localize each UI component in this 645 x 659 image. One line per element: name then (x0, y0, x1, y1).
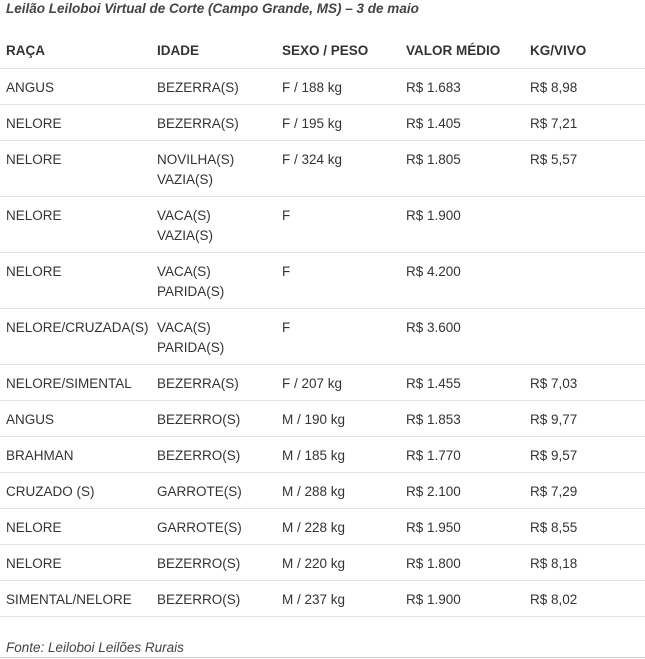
cell-kg-vivo: R$ 8,55 (524, 509, 645, 545)
cell-idade: BEZERRA(S) (151, 105, 276, 141)
cell-idade: VACA(S) PARIDA(S) (151, 253, 276, 309)
table-row (0, 401, 645, 437)
cell-valor-medio: R$ 4.200 (400, 253, 524, 309)
cell-kg-vivo: R$ 9,77 (524, 401, 645, 437)
table-row (0, 141, 645, 197)
cell-sexo-peso: F / 195 kg (276, 105, 400, 141)
cell-sexo-peso: M / 288 kg (276, 473, 400, 509)
cell-idade: VACA(S) VAZIA(S) (151, 197, 276, 253)
cell-sexo-peso: F (276, 309, 400, 365)
cell-idade: NOVILHA(S) VAZIA(S) (151, 141, 276, 197)
cell-raca: CRUZADO (S) (0, 473, 151, 509)
table-row (0, 69, 645, 105)
table-row (0, 105, 645, 141)
cell-valor-medio: R$ 1.683 (400, 69, 524, 105)
auction-results-table (0, 33, 645, 617)
cell-valor-medio: R$ 1.455 (400, 365, 524, 401)
cell-valor-medio: R$ 1.853 (400, 401, 524, 437)
cell-sexo-peso: M / 228 kg (276, 509, 400, 545)
cell-kg-vivo (524, 309, 645, 365)
cell-sexo-peso: M / 237 kg (276, 581, 400, 617)
cell-sexo-peso: F (276, 197, 400, 253)
cell-idade: BEZERRO(S) (151, 401, 276, 437)
cell-sexo-peso: M / 190 kg (276, 401, 400, 437)
cell-sexo-peso: F (276, 253, 400, 309)
table-body (0, 69, 645, 617)
cell-valor-medio: R$ 1.805 (400, 141, 524, 197)
column-header-valor-medio: VALOR MÉDIO (400, 33, 524, 69)
cell-raca: NELORE (0, 105, 151, 141)
cell-kg-vivo: R$ 7,21 (524, 105, 645, 141)
cell-raca: NELORE (0, 253, 151, 309)
cell-raca: NELORE (0, 141, 151, 197)
cell-valor-medio: R$ 1.405 (400, 105, 524, 141)
column-header-kg-vivo: KG/VIVO (524, 33, 645, 69)
cell-sexo-peso: M / 220 kg (276, 545, 400, 581)
table-row (0, 437, 645, 473)
table-row (0, 309, 645, 365)
table-header-row (0, 33, 645, 69)
cell-valor-medio: R$ 3.600 (400, 309, 524, 365)
cell-raca: NELORE (0, 545, 151, 581)
source-note: Fonte: Leiloboi Leilões Rurais (6, 640, 184, 655)
cell-kg-vivo: R$ 7,03 (524, 365, 645, 401)
cell-raca: NELORE/SIMENTAL (0, 365, 151, 401)
cell-raca: ANGUS (0, 401, 151, 437)
cell-kg-vivo: R$ 7,29 (524, 473, 645, 509)
cell-idade: BEZERRA(S) (151, 69, 276, 105)
cell-sexo-peso: F / 188 kg (276, 69, 400, 105)
column-header-sexo-peso: SEXO / PESO (276, 33, 400, 69)
cell-kg-vivo: R$ 8,98 (524, 69, 645, 105)
cell-kg-vivo: R$ 9,57 (524, 437, 645, 473)
cell-kg-vivo: R$ 8,18 (524, 545, 645, 581)
cell-raca: NELORE (0, 197, 151, 253)
cell-idade: BEZERRO(S) (151, 581, 276, 617)
table-row (0, 545, 645, 581)
cell-kg-vivo (524, 253, 645, 309)
bottom-divider (0, 657, 645, 658)
cell-idade: BEZERRO(S) (151, 545, 276, 581)
cell-valor-medio: R$ 1.900 (400, 197, 524, 253)
cell-kg-vivo: R$ 5,57 (524, 141, 645, 197)
table-row (0, 365, 645, 401)
table-row (0, 253, 645, 309)
cell-kg-vivo: R$ 8,02 (524, 581, 645, 617)
cell-sexo-peso: F / 324 kg (276, 141, 400, 197)
table-caption: Leilão Leiloboi Virtual de Corte (Campo Grande, MS) – 3 de maio (6, 1, 419, 16)
cell-idade: GARROTE(S) (151, 509, 276, 545)
cell-idade: VACA(S) PARIDA(S) (151, 309, 276, 365)
cell-idade: BEZERRO(S) (151, 437, 276, 473)
cell-idade: BEZERRA(S) (151, 365, 276, 401)
table-row (0, 509, 645, 545)
cell-valor-medio: R$ 1.950 (400, 509, 524, 545)
table-row (0, 197, 645, 253)
cell-raca: ANGUS (0, 69, 151, 105)
cell-raca: BRAHMAN (0, 437, 151, 473)
cell-raca: NELORE/CRUZADA(S) (0, 309, 151, 365)
cell-valor-medio: R$ 1.800 (400, 545, 524, 581)
column-header-raca: RAÇA (0, 33, 151, 69)
cell-valor-medio: R$ 1.770 (400, 437, 524, 473)
cell-valor-medio: R$ 2.100 (400, 473, 524, 509)
table-row (0, 581, 645, 617)
cell-kg-vivo (524, 197, 645, 253)
column-header-idade: IDADE (151, 33, 276, 69)
cell-sexo-peso: M / 185 kg (276, 437, 400, 473)
table-row (0, 473, 645, 509)
cell-raca: NELORE (0, 509, 151, 545)
cell-valor-medio: R$ 1.900 (400, 581, 524, 617)
cell-raca: SIMENTAL/NELORE (0, 581, 151, 617)
cell-sexo-peso: F / 207 kg (276, 365, 400, 401)
cell-idade: GARROTE(S) (151, 473, 276, 509)
